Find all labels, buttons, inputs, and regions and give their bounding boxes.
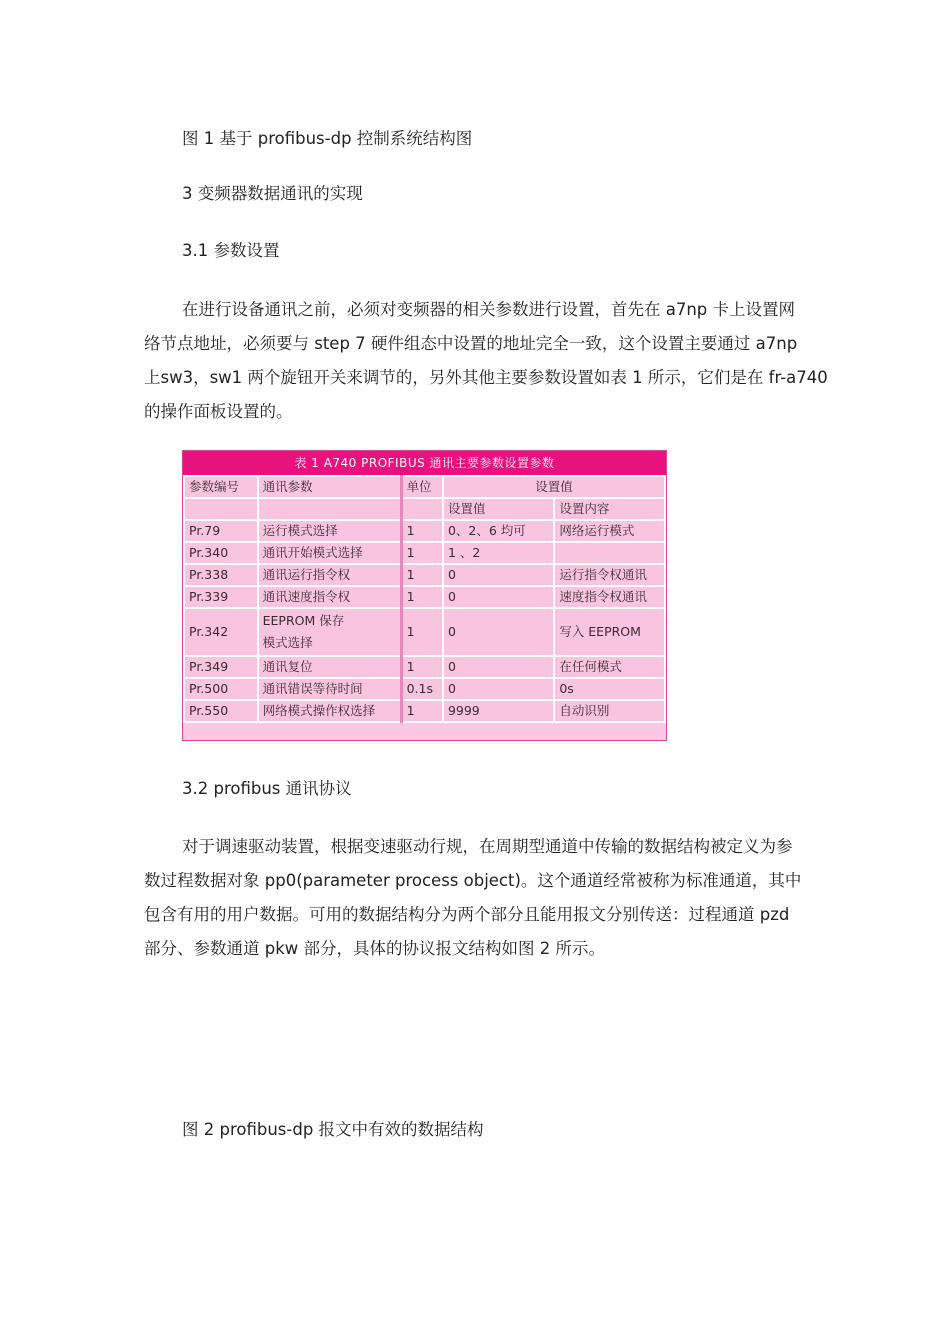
table-cell: 0.1s bbox=[401, 678, 443, 700]
table-cell: 速度指令权通讯 bbox=[554, 586, 665, 608]
table-cell: 0、2、6 均可 bbox=[443, 520, 554, 542]
section-3-1-title: 3.1 参数设置 bbox=[182, 241, 280, 260]
table-cell: Pr.342 bbox=[184, 608, 258, 656]
table-row bbox=[184, 608, 665, 656]
table-cell: 运行指令权通讯 bbox=[554, 564, 665, 586]
table-row bbox=[184, 564, 665, 586]
table-cell: 0 bbox=[443, 564, 554, 586]
table-row bbox=[184, 520, 665, 542]
table-cell: 通讯复位 bbox=[258, 656, 401, 678]
paragraph-line: 络节点地址，必须要与 step 7 硬件组态中设置的地址完全一致，这个设置主要通过 a7np bbox=[144, 334, 798, 353]
parameter-table bbox=[183, 475, 666, 723]
table-cell bbox=[554, 542, 665, 564]
paragraph-line: 对于调速驱动装置，根据变速驱动行规，在周期型通道中传输的数据结构被定义为参 bbox=[182, 837, 793, 856]
header-comm-param: 通讯参数 bbox=[258, 476, 401, 498]
table-cell: 0 bbox=[443, 678, 554, 700]
table-cell: 1 bbox=[401, 542, 443, 564]
header-unit: 单位 bbox=[401, 476, 443, 498]
table-cell: 0 bbox=[443, 656, 554, 678]
figure-2-caption: 图 2 profibus-dp 报文中有效的数据结构 bbox=[182, 1120, 484, 1139]
table-cell: 1 bbox=[401, 608, 443, 656]
figure-1-caption: 图 1 基于 profibus-dp 控制系统结构图 bbox=[182, 129, 473, 148]
paragraph-profibus-protocol bbox=[144, 830, 808, 966]
table-cell: 1 bbox=[401, 700, 443, 722]
table-cell bbox=[258, 498, 401, 520]
table-cell bbox=[401, 498, 443, 520]
table-cell: 1 bbox=[401, 586, 443, 608]
table-cell: 通讯运行指令权 bbox=[258, 564, 401, 586]
table-cell: 网络模式操作权选择 bbox=[258, 700, 401, 722]
table-cell: 9999 bbox=[443, 700, 554, 722]
paragraph-line: 的操作面板设置的。 bbox=[144, 402, 293, 421]
table-cell bbox=[184, 498, 258, 520]
table-cell: Pr.79 bbox=[184, 520, 258, 542]
table-1-title: 表 1 A740 PROFIBUS 通讯主要参数设置参数 bbox=[183, 451, 666, 475]
table-cell: 1 、2 bbox=[443, 542, 554, 564]
table-header-row bbox=[184, 476, 665, 498]
table-row bbox=[184, 678, 665, 700]
header-param-no: 参数编号 bbox=[184, 476, 258, 498]
table-cell: Pr.338 bbox=[184, 564, 258, 586]
paragraph-line: 部分、参数通道 pkw 部分，具体的协议报文结构如图 2 所示。 bbox=[144, 939, 606, 958]
table-cell: 写入 EEPROM bbox=[554, 608, 665, 656]
table-row bbox=[184, 542, 665, 564]
table-cell: 0 bbox=[443, 586, 554, 608]
header-setting-content: 设置内容 bbox=[554, 498, 665, 520]
paragraph-line: 包含有用的用户数据。可用的数据结构分为两个部分且能用报文分别传送：过程通道 pzd bbox=[144, 905, 790, 924]
table-cell: 1 bbox=[401, 520, 443, 542]
section-3-title: 3 变频器数据通讯的实现 bbox=[182, 184, 363, 203]
table-cell: Pr.349 bbox=[184, 656, 258, 678]
table-cell: 通讯速度指令权 bbox=[258, 586, 401, 608]
table-cell: 通讯错误等待时间 bbox=[258, 678, 401, 700]
table-cell: 运行模式选择 bbox=[258, 520, 401, 542]
table-1-image bbox=[182, 450, 667, 741]
paragraph-parameter-setting bbox=[144, 293, 828, 429]
table-row bbox=[184, 586, 665, 608]
table-cell: 0 bbox=[443, 608, 554, 656]
table-subheader-row bbox=[184, 498, 665, 520]
table-cell: 0s bbox=[554, 678, 665, 700]
paragraph-line: 数过程数据对象 pp0(parameter process object)。这个通道经常被称为标准通道，其中 bbox=[144, 871, 802, 890]
table-cell: 自动识别 bbox=[554, 700, 665, 722]
header-setting: 设置值 bbox=[443, 476, 665, 498]
section-3-2-title: 3.2 profibus 通讯协议 bbox=[182, 779, 352, 798]
table-cell: 在任何模式 bbox=[554, 656, 665, 678]
table-cell: Pr.500 bbox=[184, 678, 258, 700]
table-cell: 1 bbox=[401, 656, 443, 678]
table-row bbox=[184, 656, 665, 678]
table-cell: Pr.550 bbox=[184, 700, 258, 722]
table-cell: Pr.340 bbox=[184, 542, 258, 564]
table-cell: EEPROM 保存 模式选择 bbox=[258, 608, 401, 656]
paragraph-line: 在进行设备通讯之前，必须对变频器的相关参数进行设置，首先在 a7np 卡上设置网 bbox=[182, 300, 796, 319]
table-row bbox=[184, 700, 665, 722]
table-cell: Pr.339 bbox=[184, 586, 258, 608]
paragraph-line: 上sw3，sw1 两个旋钮开关来调节的，另外其他主要参数设置如表 1 所示，它们是在 fr-a740 bbox=[144, 368, 828, 387]
table-cell: 网络运行模式 bbox=[554, 520, 665, 542]
header-setting-value: 设置值 bbox=[443, 498, 554, 520]
table-cell: 通讯开始模式选择 bbox=[258, 542, 401, 564]
table-cell: 1 bbox=[401, 564, 443, 586]
